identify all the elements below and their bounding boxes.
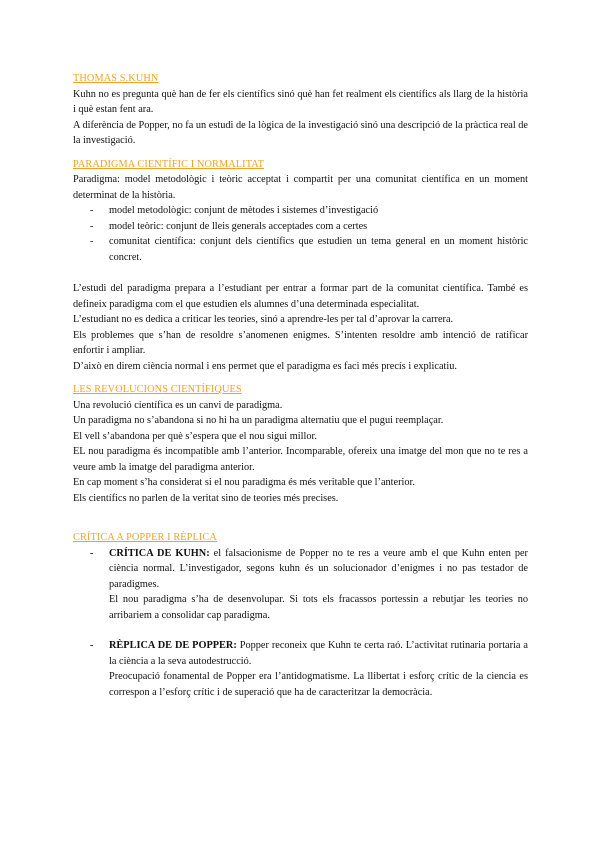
paragraph: EL nou paradigma és incompatible amb l’anterior. Incomparable, ofereix una imatge del mon que no te res a veure amb la imatge del paradigma anterior. [73, 446, 528, 473]
item-paragraph: Preocupació fonamental de Popper era l’antidogmatisme. La llibertat i esforç crític de la ciencia es correspon a l’esforç crític i de superació que ha de caracteritzar la democràcia. [109, 671, 528, 698]
list-item: - model metodològic: conjunt de mètodes i sistemes d’investigació [90, 203, 528, 219]
section-heading-kuhn: THOMAS S.KUHN [73, 73, 159, 84]
paragraph: Els científics no parlen de la veritat sino de teories més precises. [73, 492, 339, 504]
paragraph: Els problemes que s’han de resoldre s’anomenen enigmes. S’intenten resoldre amb intenció de ratificar enfortir i ampliar. [73, 329, 528, 356]
list-item: - model teòric: conjunt de lleis generals acceptades com a certes [90, 219, 528, 235]
paragraph: L’estudi del paradigma prepara a l’estudiant per entrar a formar part de la comunitat científica. També es defineix paradigma com el que estudien els alumnes d’una determinada especialitat. [73, 283, 528, 310]
paragraph: Paradigma: model metodològic i teòric acceptat i compartit per una comunitat científica en un moment determinat de la història. [73, 174, 528, 201]
section-heading-paradigma: PARADIGMA CIENTÍFIC I NORMALITAT [73, 158, 265, 170]
paragraph: D’això en direm ciència normal i ens permet que el paradigma es faci més precís i explicatiu. [73, 360, 457, 372]
paragraph: Kuhn no es pregunta què han de fer els científics sinó què han fet realment els científics als llarg de la història i què estan fent ara. [73, 88, 528, 115]
definition-list [73, 203, 528, 265]
critique-list [73, 546, 528, 701]
item-text: el falsacionisme de Popper no te res a veure amb el que Kuhn enten per ciència normal. L’investigador, segons kuhn és un solucionador d’enigmes i no pas testador de paradigmes. [109, 547, 528, 590]
section-heading-critica: CRÍTICA A POPPER I RÈPLICA [73, 532, 217, 543]
item-paragraph: El nou paradigma s’ha de desenvolupar. Si tots els fracassos portessin a rebutjar les teories no arribariem a consolidar cap paradigma. [109, 594, 528, 621]
item-lead: RÈPLICA DE DE POPPER: [109, 640, 237, 651]
item-text: Popper reconeix que Kuhn te certa raó. L’activitat rutinaria portaria a la ciència a la seva autodestrucció. [109, 640, 528, 667]
list-item-critica-kuhn [90, 546, 528, 624]
section-heading-revolucions: LES REVOLUCIONS CIENTÍFIQUES [73, 384, 242, 395]
paragraph: En cap moment s’ha considerat si el nou paradigma és més veritable que l’anterior. [73, 477, 415, 488]
list-item-replica-popper [90, 638, 528, 700]
paragraph: L’estudiant no es dedica a criticar les teories, sinó a aprendre-les per tal d’aprovar la carrera. [73, 314, 454, 325]
item-lead: CRÍTICA DE KUHN: [109, 547, 210, 559]
paragraph: A diferència de Popper, no fa un estudi de la lògica de la investigació sinó una descripció de la pràctica real de la investigació. [73, 119, 528, 146]
paragraph: Un paradigma no s’abandona si no hi ha un paradigma alternatiu que el pugui reemplaçar. [73, 415, 444, 426]
paragraph: Una revolució científica es un canvi de paradigma. [73, 399, 283, 411]
list-item: - comunitat científica: conjunt dels científics que estudien un tema general en un moment històric concret. [90, 234, 528, 265]
document-body [73, 71, 528, 700]
paragraph: El vell s’abandona per què s’espera que el nou sigui millor. [73, 430, 317, 442]
